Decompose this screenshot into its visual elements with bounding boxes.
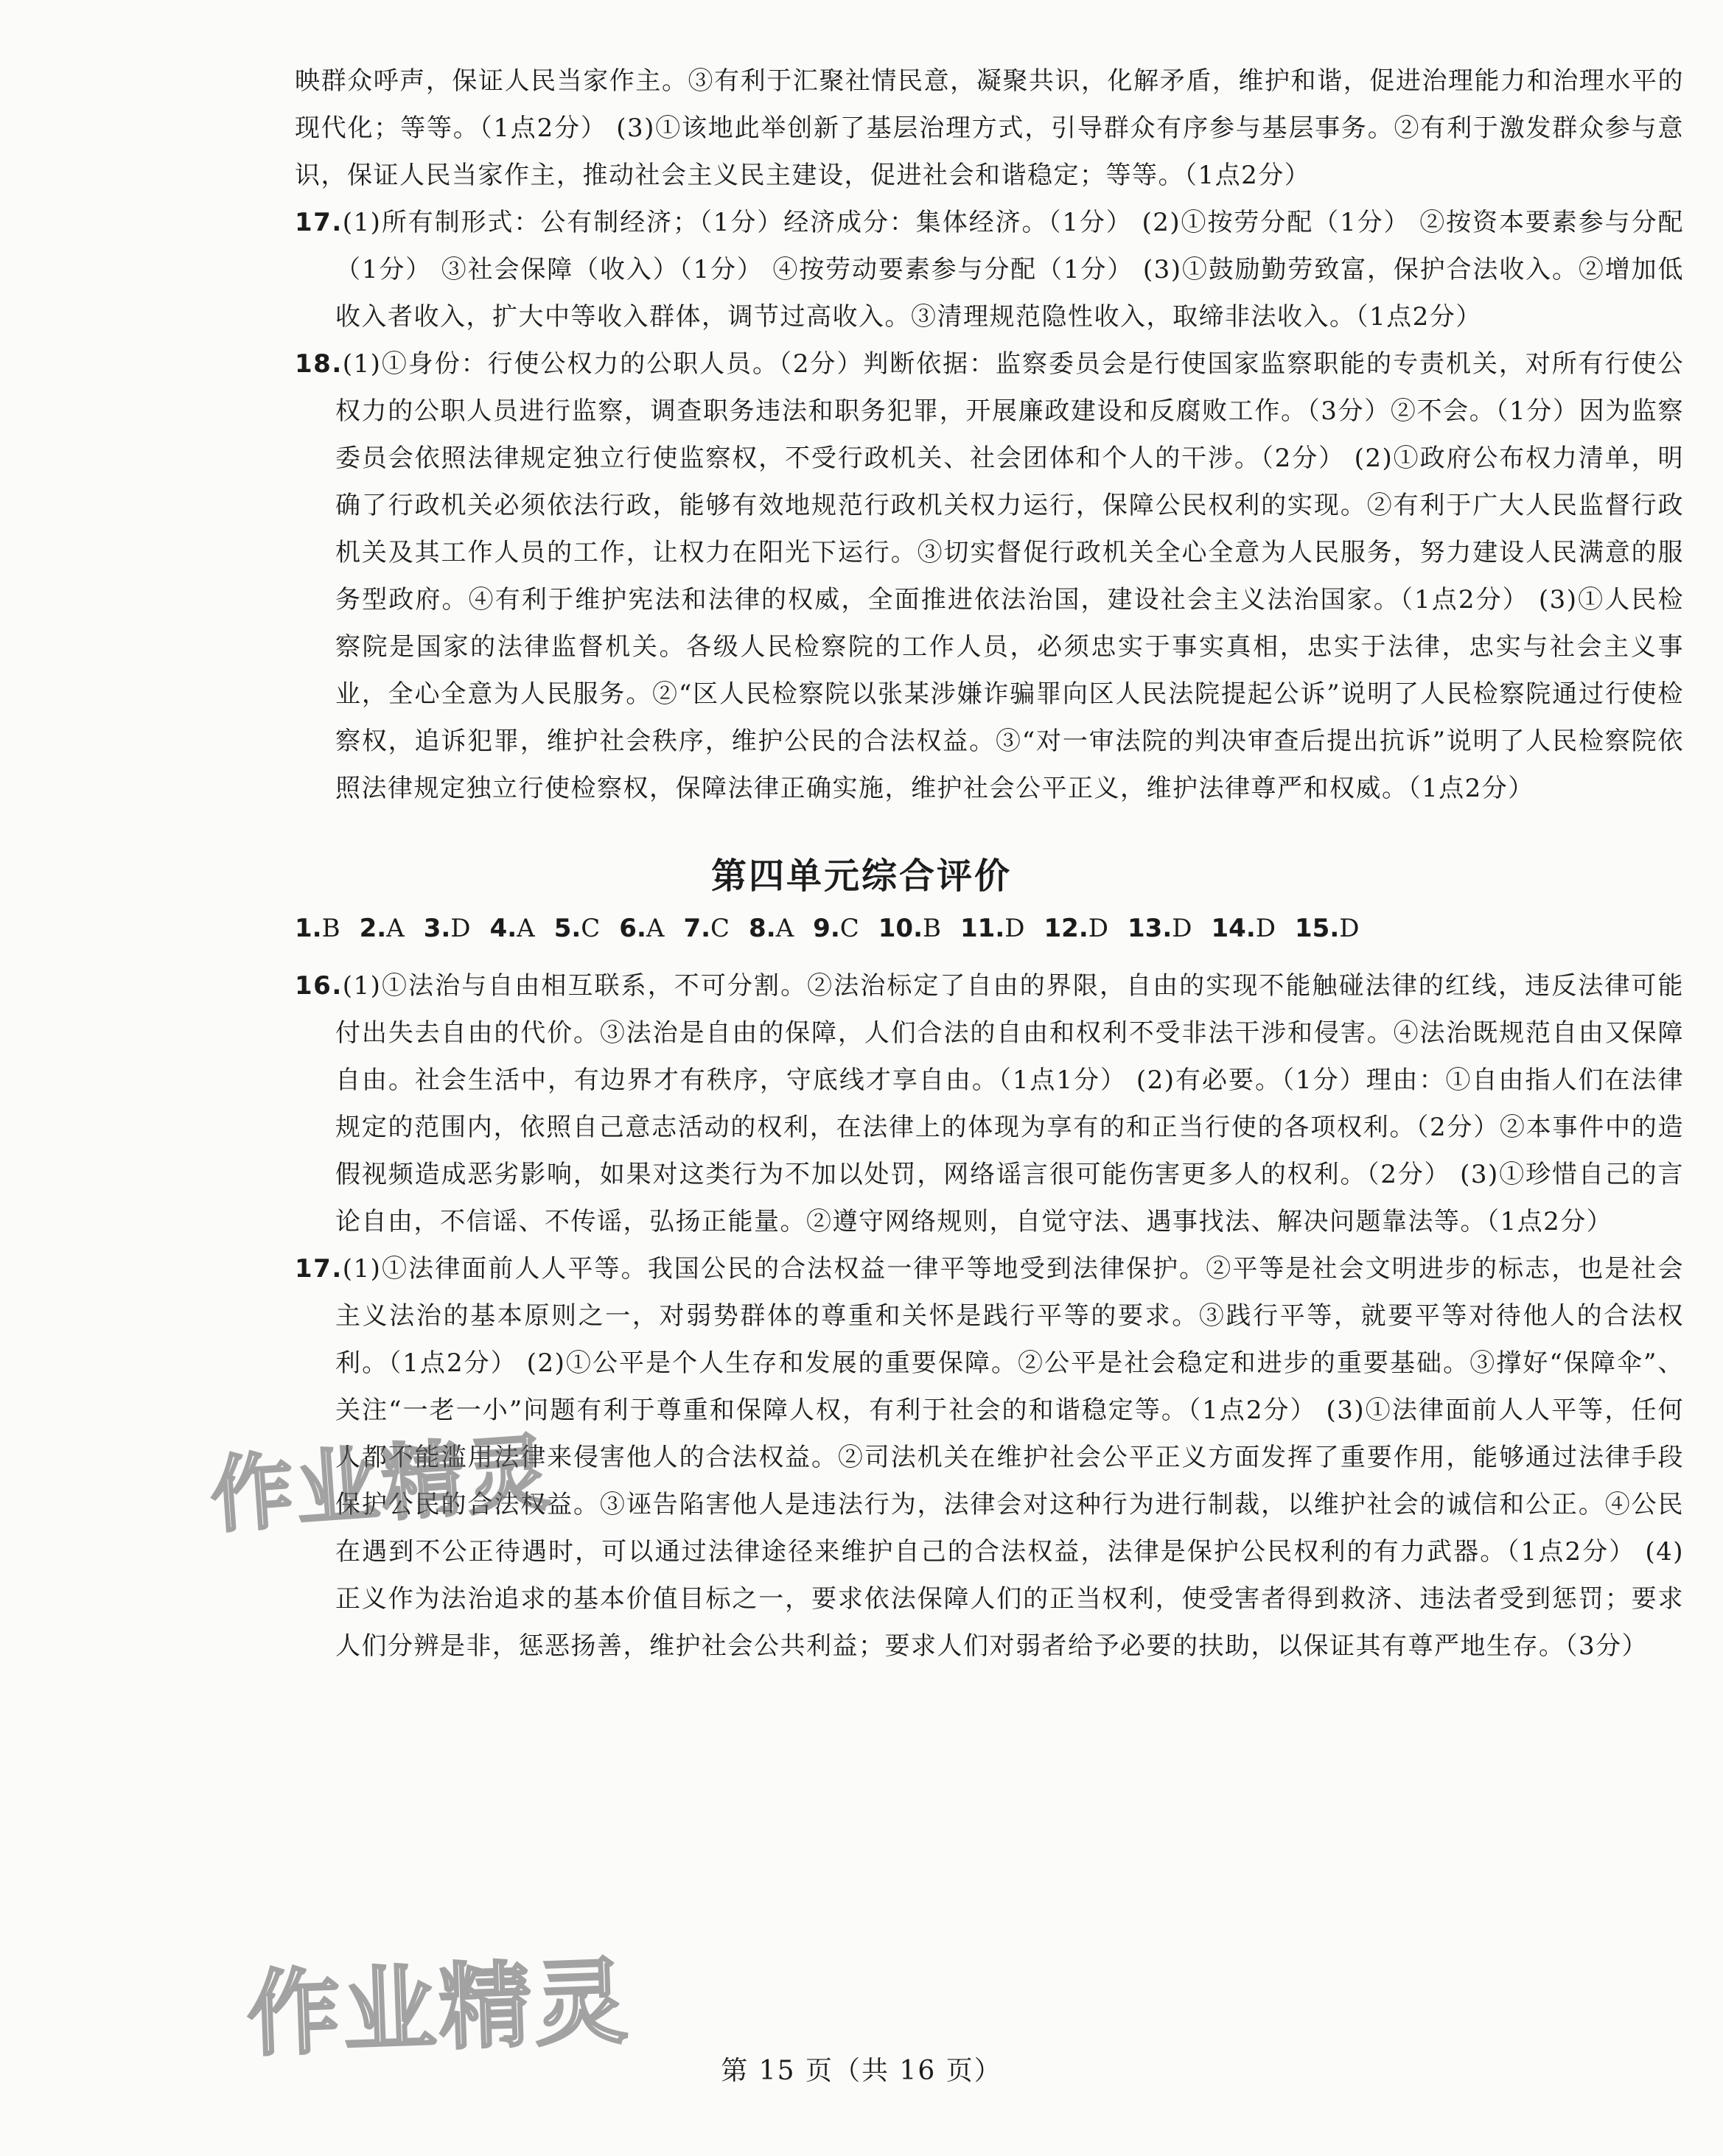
choice-answer-item [1295,914,1360,943]
choice-number: 8. [749,914,776,943]
choice-number: 2. [359,914,387,943]
choice-answer-item [878,914,941,943]
choice-number: 15. [1295,914,1340,943]
choice-number: 9. [813,914,840,943]
choice-letter: C [581,914,601,943]
choice-answer-item [749,914,794,943]
choice-answer-item [960,914,1025,943]
choice-answer-item [424,914,471,943]
choice-number: 1. [295,914,322,943]
choice-number: 6. [619,914,646,943]
choice-answer-item [1044,914,1109,943]
choice-answer-item [1128,914,1192,943]
question-17-text: (1)①法律面前人人平等。我国公民的合法权益一律平等地受到法律保护。②平等是社会文明进步的标志，也是社会主义法治的基本原则之一，对弱势群体的尊重和关怀是践行平等的要求。③践行平等，就要平等对待他人的合法权利。（1点2分） (2)①公平是个人生存和发展的重要保障。②公平是社会稳定和进步的重要基础。③撑好“保障伞”、关注“一老一小”问题有利于尊重和保障人权，有利于社会的和谐稳定等。（1点2分） (3)①法律面前人人平等，任何人都不能滥用法律来侵害他人的合法权益。②司法机关在维护社会公平正义方面发挥了重要作用，能够通过法律手段保护公民的合法权益。③诬告陷害他人是违法行为，法律会对这种行为进行制裁，以维护社会的诚信和公正。④公民在遇到不公正待遇时，可以通过法律途径来维护自己的合法权益，法律是保护公民权利的有力武器。（1点2分） (4)正义作为法治追求的基本价值目标之一，要求依法保障人们的正当权利，使受害者得到救济、违法者受到惩罚；要求人们分辨是非，惩恶扬善，维护社会公共利益；要求人们对弱者给予必要的扶助，以保证其有尊严地生存。（3分） [335,1254,1684,1661]
choice-number: 10. [878,914,923,943]
question-number: 17. [295,1254,343,1284]
top-answer-block [295,57,1684,812]
choice-letter: D [1172,914,1192,943]
choice-letter: D [1088,914,1108,943]
choice-answer-item [1212,914,1276,943]
choice-answer-item [813,914,859,943]
page-number: 第 15 页（共 16 页） [721,2056,1002,2086]
watermark-logo: 作业精灵 [207,1424,556,1545]
choice-answer-item [683,914,730,943]
choice-number: 11. [960,914,1005,943]
choice-number: 7. [683,914,711,943]
question-number: 16. [295,971,343,1001]
choice-letter: D [450,914,471,943]
choice-number: 12. [1044,914,1088,943]
choice-letter: D [1004,914,1025,943]
choice-number: 3. [423,914,451,943]
choice-letter: A [646,914,665,943]
choice-letter: C [839,914,859,943]
question-16-answer [295,962,1684,1245]
question-18-answer [295,340,1684,812]
choice-answer-item [360,914,405,943]
continued-paragraph: 映群众呼声，保证人民当家作主。③有利于汇聚社情民意，凝聚共识，化解矛盾，维护和谐，促进治理能力和治理水平的现代化；等等。（1点2分） (3)①该地此举创新了基层治理方式，引导群众有序参与基层事务。②有利于激发群众参与意识，保证人民当家作主，推动社会主义民主建设，促进社会和谐稳定；等等。（1点2分） [295,66,1684,190]
section-answer-block [295,962,1684,1670]
question-number: 17. [295,208,343,237]
choice-letter: B [321,914,340,943]
choice-number: 4. [489,914,517,943]
choice-number: 14. [1211,914,1256,943]
question-17-answer [295,199,1684,340]
watermark-logo: 作业精灵 [245,1947,632,2070]
choice-letter: A [386,914,405,943]
choice-letter: C [710,914,730,943]
choice-answer-item [554,914,601,943]
question-17-text: (1)所有制形式：公有制经济；（1分）经济成分：集体经济。（1分） (2)①按劳分配（1分） ②按资本要素参与分配（1分） ③社会保障（收入）（1分） ④按劳动要素参与分配（1分） (3)①鼓励勤劳致富，保护合法收入。②增加低收入者收入，扩大中等收入群体，调节过高收入。③清理规范隐性收入，取缔非法收入。（1点2分） [335,208,1684,332]
question-number: 18. [295,349,343,379]
choice-letter: B [923,914,941,943]
choice-letter: A [517,914,535,943]
section-title: 第四单元综合评价 [710,855,1012,897]
choice-letter: A [775,914,794,943]
choice-letter: D [1339,914,1360,943]
choice-number: 13. [1128,914,1172,943]
choice-number: 5. [553,914,581,943]
choice-letter: D [1255,914,1276,943]
question-18-text: (1)①身份：行使公权力的公职人员。（2分）判断依据：监察委员会是行使国家监察职能的专责机关，对所有行使公权力的公职人员进行监察，调查职务违法和职务犯罪，开展廉政建设和反腐败工作。（3分）②不会。（1分）因为监察委员会依照法律规定独立行使监察权，不受行政机关、社会团体和个人的干涉。（2分） (2)①政府公布权力清单，明确了行政机关必须依法行政，能够有效地规范行政机关权力运行，保障公民权利的实现。②有利于广大人民监督行政机关及其工作人员的工作，让权力在阳光下运行。③切实督促行政机关全心全意为人民服务，努力建设人民满意的服务型政府。④有利于维护宪法和法律的权威，全面推进依法治国，建设社会主义法治国家。（1点2分） (3)①人民检察院是国家的法律监督机关。各级人民检察院的工作人员，必须忠实于事实真相，忠实于法律，忠实与社会主义事业，全心全意为人民服务。②“区人民检察院以张某涉嫌诈骗罪向区人民法院提起公诉”说明了人民检察院通过行使检察权，追诉犯罪，维护社会秩序，维护公民的合法权益。③“对一审法院的判决审查后提出抗诉”说明了人民检察院依照法律规定独立行使检察权，保障法律正确实施，维护社会公平正义，维护法律尊严和权威。（1点2分） [335,349,1684,803]
question-16-text: (1)①法治与自由相互联系，不可分割。②法治标定了自由的界限，自由的实现不能触碰法律的红线，违反法律可能付出失去自由的代价。③法治是自由的保障，人们合法的自由和权利不受非法干涉和侵害。④法治既规范自由又保障自由。社会生活中，有边界才有秩序，守底线才享自由。（1点1分） (2)有必要。（1分）理由：①自由指人们在法律规定的范围内，依照自己意志活动的权利，在法律上的体现为享有的和正当行使的各项权利。（2分）②本事件中的造假视频造成恶劣影响，如果对这类行为不加以处罚，网络谣言很可能伤害更多人的权利。（2分） (3)①珍惜自己的言论自由，不信谣、不传谣，弘扬正能量。②遵守网络规则，自觉守法、遇事找法、解决问题靠法等。（1点2分） [335,971,1684,1236]
multiple-choice-answers [295,914,1695,943]
choice-answer-item [619,914,664,943]
choice-answer-item [295,914,340,943]
choice-answer-item [490,914,535,943]
